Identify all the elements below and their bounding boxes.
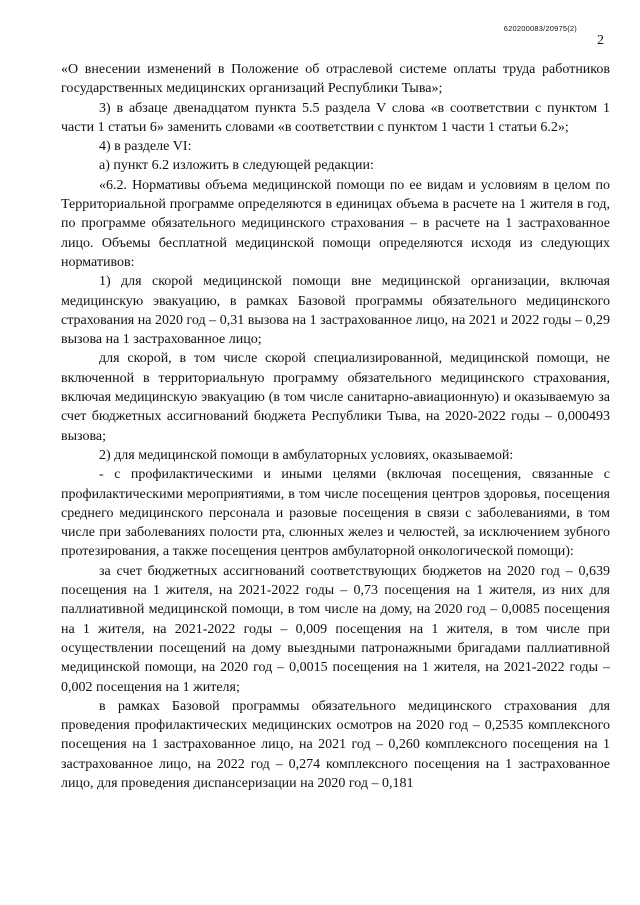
paragraph: 4) в разделе VI: xyxy=(99,139,192,155)
paragraph: для скорой, в том числе скорой специализированной, медицинской помощи, не включенной в территориальную программу обязательного медицинского страхования, включая медицинскую эвакуацию (в том числе санитарно-авиационную) и оказываемую за счет бюджетных ассигнований бюджета Республики Тыва, на 2020-2022 годы – 0,000493 вызова; xyxy=(61,351,610,444)
paragraph: - с профилактическими и иными целями (включая посещения, связанные с профилактическими мероприятиями, в том числе посещения центров здоровья, посещения среднего медицинского персонала и разовые посещения в связи с заболеваниями, в том числе при заболеваниях полости рта, слюнных желез и челюстей, за исключением зубного протезирования, а также посещения центров амбулаторной онкологической помощи): xyxy=(61,467,610,560)
document-code: 620200083/20975(2) xyxy=(503,24,577,33)
paragraph: 3) в абзаце двенадцатом пункта 5.5 раздела V слова «в соответствии с пунктом 1 части 1 статьи 6» заменить словами «в соответствии с пунктом 1 части 1 статьи 6.2»; xyxy=(61,100,610,135)
paragraph: 2) для медицинской помощи в амбулаторных условиях, оказываемой: xyxy=(99,447,514,463)
paragraph: 1) для скорой медицинской помощи вне медицинской организации, включая медицинскую эвакуацию, в рамках Базовой программы обязательного медицинского страхования на 2020 год – 0,31 вызова на 1 застрахованное лицо, на 2021 и 2022 годы – 0,29 вызова на 1 застрахованное лицо; xyxy=(61,274,610,348)
paragraph: за счет бюджетных ассигнований соответствующих бюджетов на 2020 год – 0,639 посещения на 1 жителя, на 2021-2022 годы – 0,73 посещения на 1 жителя, из них для паллиативной медицинской помощи, в том числе на дому, на 2020 год – 0,0085 посещения на 1 жителя, на 2021-2022 годы – 0,009 посещения на 1 жителя, в том числе при осуществлении посещений на дому выездными патронажными бригадами паллиативной медицинской помощи, на 2020 год – 0,0015 посещения на 1 жителя, на 2021-2022 годы – 0,002 посещения на 1 жителя; xyxy=(61,563,610,695)
paragraph: а) пункт 6.2 изложить в следующей редакции: xyxy=(99,158,374,174)
paragraph: «6.2. Нормативы объема медицинской помощи по ее видам и условиям в целом по Территориальной программе определяются в единицах объема в расчете на 1 жителя в год, по программе обязательного медицинского страхования – в расчете на 1 застрахованное лицо. Объемы бесплатной медицинской помощи определяются исходя из следующих нормативов: xyxy=(61,177,610,270)
paragraph: в рамках Базовой программы обязательного медицинского страхования для проведения профилактических медицинских осмотров на 2020 год – 0,2535 комплексного посещения на 1 застрахованное лицо, на 2021 год – 0,260 комплексного посещения на 1 застрахованное лицо, на 2022 год – 0,274 комплексного посещения на 1 застрахованное лицо, для проведения диспансеризации на 2020 год – 0,181 xyxy=(61,698,610,791)
document-body xyxy=(61,60,610,793)
page-number: 2 xyxy=(597,33,604,48)
paragraph: «О внесении изменений в Положение об отраслевой системе оплаты труда работников государственных медицинских организаций Республики Тыва»; xyxy=(61,62,610,97)
